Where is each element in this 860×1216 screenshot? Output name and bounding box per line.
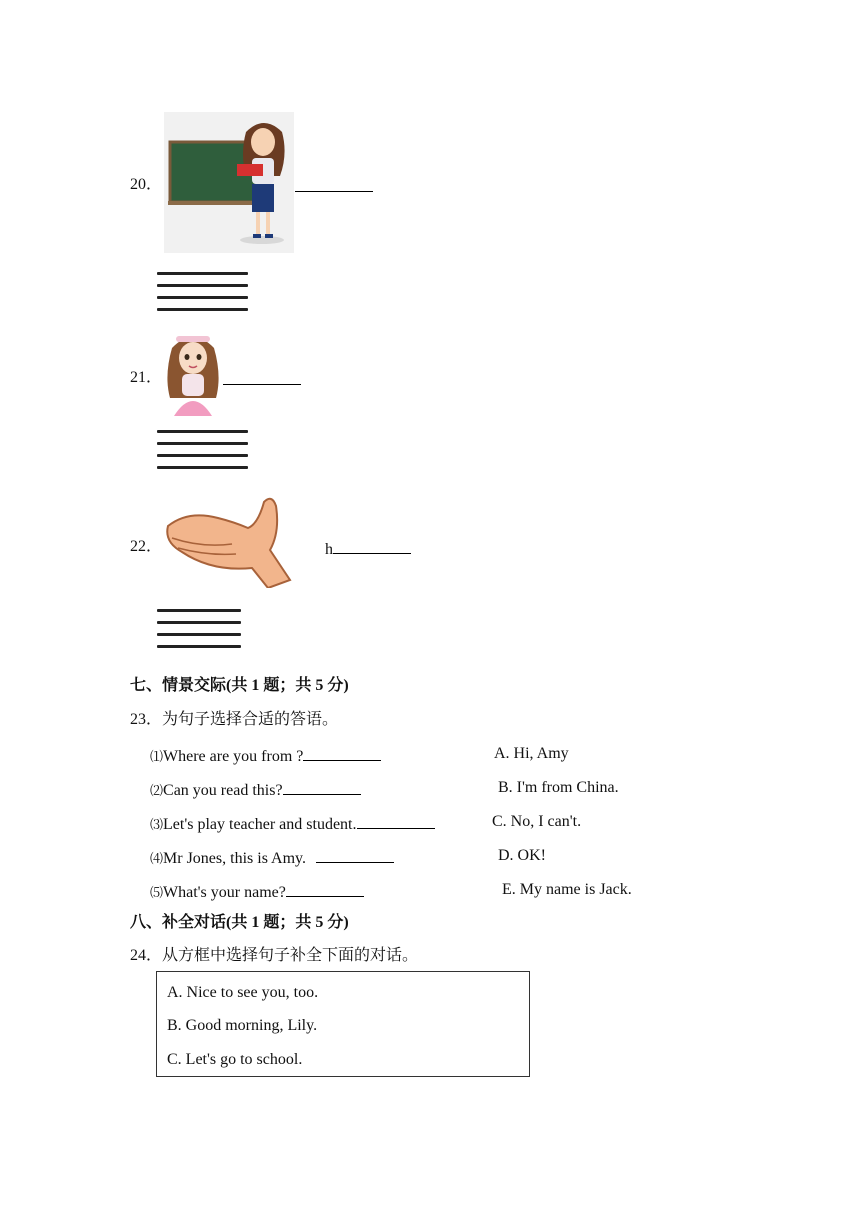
q23-answer-option: C. No, I can't. bbox=[492, 813, 582, 830]
q21-answer-blank[interactable] bbox=[223, 368, 301, 385]
q22-answer bbox=[325, 537, 411, 560]
q24-instruction: 从方框中选择句子补全下面的对话。 bbox=[162, 947, 419, 964]
q22-answer-blank[interactable] bbox=[333, 537, 411, 554]
q23-blank-1[interactable] bbox=[303, 744, 381, 761]
q23-item: ⑴Where are you from ? bbox=[150, 744, 381, 767]
q23-blank-3[interactable] bbox=[357, 812, 435, 829]
q21-number: 21． bbox=[130, 369, 163, 386]
q23-item: ⑶Let's play teacher and student. bbox=[150, 812, 435, 835]
hand-image bbox=[164, 496, 298, 588]
q23-blank-2[interactable] bbox=[283, 778, 361, 795]
q20-writing-lines[interactable] bbox=[157, 272, 248, 320]
q24-option: A. Nice to see you, too. bbox=[167, 984, 319, 1001]
q23-answer-option: B. I'm from China. bbox=[498, 779, 619, 796]
girl-image bbox=[164, 330, 222, 418]
section8-heading: 八、补全对话(共 1 题；共 5 分) bbox=[130, 914, 349, 931]
q24-number: 24． bbox=[130, 947, 163, 964]
q23-item: ⑸What's your name? bbox=[150, 880, 364, 903]
q22-prefix-letter: h bbox=[325, 541, 333, 558]
q24-option: B. Good morning, Lily. bbox=[167, 1017, 318, 1034]
q24-options-box bbox=[156, 971, 530, 1077]
q23-prompt bbox=[130, 710, 338, 730]
q24-option: C. Let's go to school. bbox=[167, 1051, 303, 1068]
q23-answer-option: D. OK! bbox=[498, 847, 546, 864]
q20-number: 20． bbox=[130, 176, 163, 193]
q23-item: ⑵Can you read this? bbox=[150, 778, 361, 801]
q21-writing-lines[interactable] bbox=[157, 430, 248, 478]
teacher-at-blackboard-image bbox=[164, 112, 294, 253]
q23-answer-option: A. Hi, Amy bbox=[494, 745, 569, 762]
q23-number: 23． bbox=[130, 711, 163, 728]
q23-blank-5[interactable] bbox=[286, 880, 364, 897]
q23-answer-option: E. My name is Jack. bbox=[502, 881, 632, 898]
section7-heading: 七、情景交际(共 1 题；共 5 分) bbox=[130, 677, 349, 694]
q23-item: ⑷Mr Jones, this is Amy. bbox=[150, 846, 394, 869]
q22-number: 22． bbox=[130, 538, 163, 555]
q23-blank-4[interactable] bbox=[316, 846, 394, 863]
q24-prompt bbox=[130, 946, 418, 966]
q23-instruction: 为句子选择合适的答语。 bbox=[162, 711, 339, 728]
q22-writing-lines[interactable] bbox=[157, 609, 241, 657]
q20-answer-blank[interactable] bbox=[295, 175, 373, 192]
